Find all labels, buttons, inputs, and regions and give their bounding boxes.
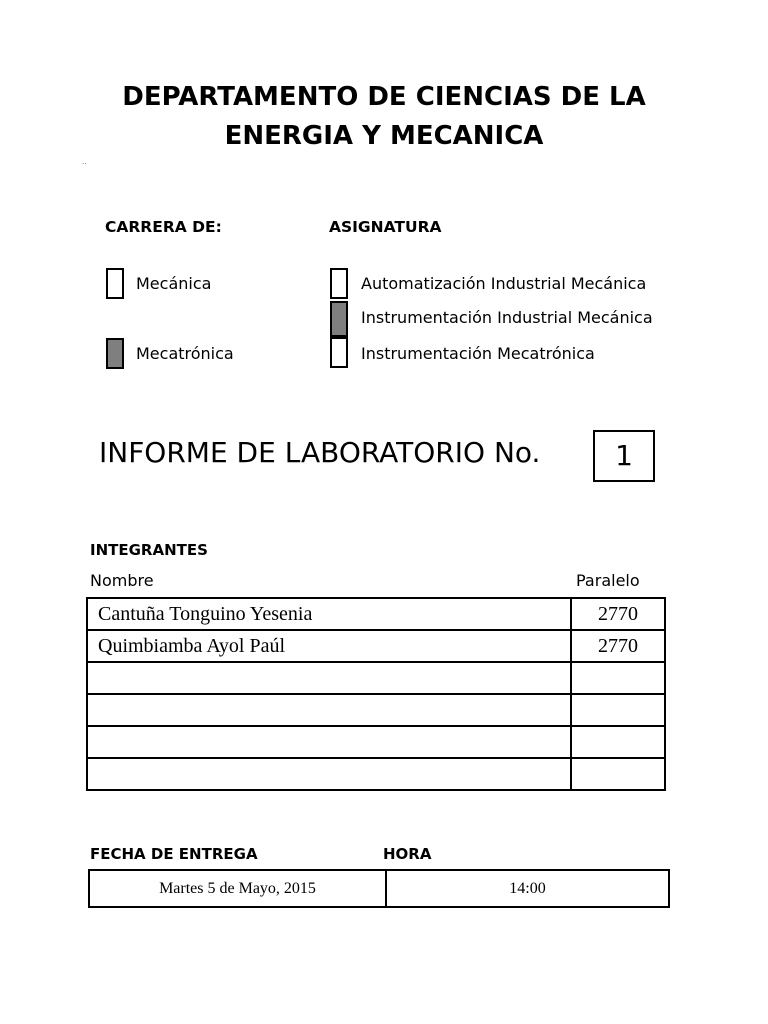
option-label-instrumentacion-industrial: Instrumentación Industrial Mecánica: [361, 308, 653, 327]
member-parallel-cell[interactable]: 2770: [571, 598, 665, 630]
option-label-instrumentacion-mecatronica: Instrumentación Mecatrónica: [361, 344, 595, 363]
page-title-line1: DEPARTAMENTO DE CIENCIAS DE LA: [122, 82, 646, 112]
report-title: INFORME DE LABORATORIO No.: [99, 436, 541, 469]
option-label-mecanica: Mecánica: [136, 274, 212, 293]
member-name-cell[interactable]: Cantuña Tonguino Yesenia: [87, 598, 571, 630]
checkbox-instrumentacion-industrial-mecanica[interactable]: [330, 301, 348, 337]
member-parallel-cell[interactable]: [571, 694, 665, 726]
career-label: CARRERA DE:: [105, 218, 222, 236]
report-number-box[interactable]: 1: [593, 430, 655, 482]
delivery-date-cell[interactable]: Martes 5 de Mayo, 2015: [89, 870, 386, 907]
member-parallel-cell[interactable]: 2770: [571, 630, 665, 662]
col-header-parallel: Paralelo: [576, 571, 640, 590]
checkbox-mecatronica[interactable]: [106, 338, 124, 369]
member-name-cell[interactable]: Quimbiamba Ayol Paúl: [87, 630, 571, 662]
table-row: [89, 870, 669, 907]
members-table: [86, 597, 666, 791]
table-row: [87, 598, 665, 630]
dots-mark: ..: [82, 157, 87, 166]
member-parallel-cell[interactable]: [571, 662, 665, 694]
delivery-date-label: FECHA DE ENTREGA: [90, 845, 258, 863]
checkbox-automatizacion-industrial-mecanica[interactable]: [330, 268, 348, 299]
table-row: [87, 662, 665, 694]
member-name-cell[interactable]: [87, 694, 571, 726]
table-row: [87, 630, 665, 662]
table-row: [87, 726, 665, 758]
member-parallel-cell[interactable]: [571, 758, 665, 790]
col-header-name: Nombre: [90, 571, 154, 590]
table-row: [87, 694, 665, 726]
subject-label: ASIGNATURA: [329, 218, 442, 236]
member-name-cell[interactable]: [87, 758, 571, 790]
page-title-line2: ENERGIA Y MECANICA: [224, 121, 544, 151]
option-label-mecatronica: Mecatrónica: [136, 344, 234, 363]
member-parallel-cell[interactable]: [571, 726, 665, 758]
member-name-cell[interactable]: [87, 662, 571, 694]
table-row: [87, 758, 665, 790]
delivery-table: [88, 869, 670, 908]
checkbox-instrumentacion-mecatronica[interactable]: [330, 337, 348, 368]
member-name-cell[interactable]: [87, 726, 571, 758]
delivery-time-label: HORA: [383, 845, 432, 863]
checkbox-mecanica[interactable]: [106, 268, 124, 299]
members-section-label: INTEGRANTES: [90, 541, 208, 559]
option-label-automatizacion: Automatización Industrial Mecánica: [361, 274, 647, 293]
delivery-time-cell[interactable]: 14:00: [386, 870, 669, 907]
